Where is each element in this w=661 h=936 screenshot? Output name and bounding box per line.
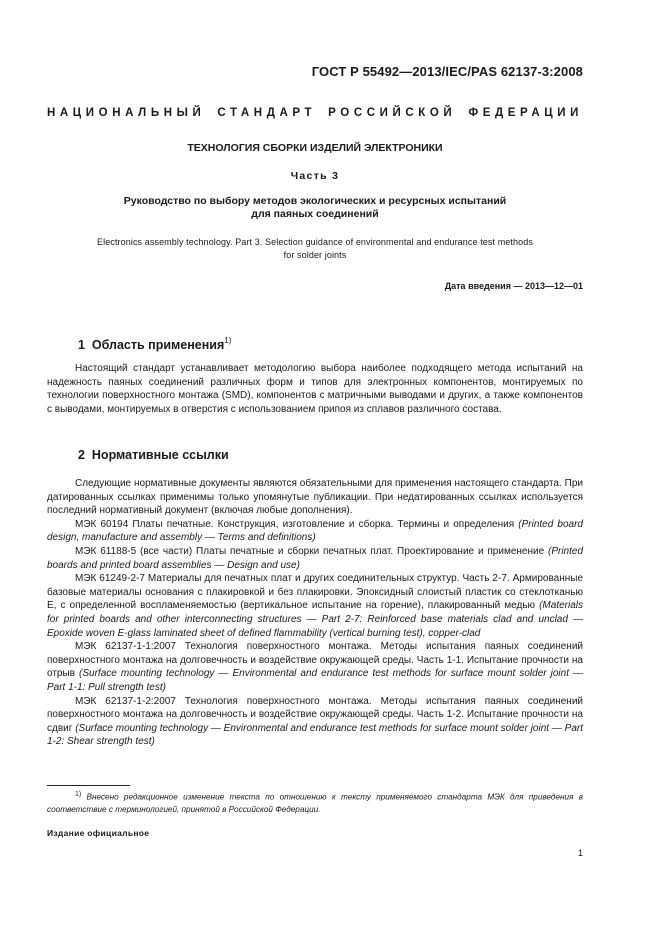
english-title-line: Electronics assembly technology. Part 3. Selection guidance of environmental and endurance test methods bbox=[97, 237, 533, 247]
english-title bbox=[47, 236, 583, 262]
section-2-heading bbox=[78, 448, 229, 462]
reference-english-title: (Surface mounting technology — Environmental and endurance test methods for surface mount solder joint — Part 1-2: Shear strength test) bbox=[47, 722, 583, 748]
banner-word: СТАНДАРТ bbox=[217, 107, 317, 119]
reference-entry bbox=[47, 518, 583, 545]
reference-english-title: (Materials for printed boards and other interconnecting structures — Part 2-7: Reinforced base materials clad and unclad — Epoxide woven E-glass laminated sheet of defined flammability (vertical burning test), copper-clad bbox=[47, 600, 583, 639]
section-1-body bbox=[47, 362, 583, 416]
reference-text: МЭК 60194 Платы печатные. Конструкция, изготовление и сборка. Термины и определения bbox=[75, 518, 519, 530]
page-number: 1 bbox=[577, 848, 583, 858]
banner-word: ФЕДЕРАЦИИ bbox=[468, 107, 583, 119]
national-standard-banner bbox=[47, 107, 583, 119]
section-number: 1 bbox=[78, 338, 85, 352]
paragraph-text: Следующие нормативные документы являются обязательными для применения настоящего стандарта. При датированных ссылках применимы только упомянутые публикации. При недатированных ссылках используется последний нормативный документ (включая любые дополнения). bbox=[47, 478, 583, 517]
document-title: ТЕХНОЛОГИЯ СБОРКИ ИЗДЕЛИЙ ЭЛЕКТРОНИКИ bbox=[187, 142, 443, 154]
reference-entry bbox=[47, 572, 583, 640]
footnote-mark: 1) bbox=[75, 791, 82, 798]
reference-english-title: (Printed boards and printed board assemblies — Design and use) bbox=[47, 545, 583, 571]
section-2-body bbox=[47, 477, 583, 749]
document-subtitle bbox=[47, 195, 583, 221]
english-title-line: for solder joints bbox=[283, 250, 347, 260]
reference-english-title: (Surface mounting technology — Environmental and endurance test methods for surface mount solder joint — Part 1-1: Pull strength test) bbox=[47, 668, 584, 693]
reference-entry bbox=[47, 695, 583, 749]
section-1-heading bbox=[78, 336, 231, 352]
banner-word: НАЦИОНАЛЬНЫЙ bbox=[47, 107, 206, 119]
reference-english-title: (Printed board design, manufacture and assembly — Terms and definitions) bbox=[47, 518, 583, 544]
reference-text: МЭК 62137-1-2:2007 Технология поверхностного монтажа. Методы испытания паяных соединений поверхностного монтажа на долговечность и воздействие окружающей среды. Часть 1-2. Испытание прочности на сдвиг bbox=[47, 695, 583, 734]
paragraph bbox=[47, 477, 583, 518]
reference-text: МЭК 61249-2-7 Материалы для печатных плат и других соединительных структур. Часть 2-7. Армированные базовые материалы основания с плакировкой и без плакировки. Эпоксидный слоистый пластик со стеклотканью Е, с определенной воспламеняемостью (вертикальное испытание на горение), плакированный медью bbox=[47, 573, 583, 612]
footnote-text: Внесено редакционное изменение текста по отношению к тексту применяемого стандарта МЭК для приведения в соответствие с терминологией, принятой в Российской Федерации. bbox=[47, 792, 583, 815]
footnote bbox=[47, 789, 583, 817]
reference-text: МЭК 61188-5 (все части) Платы печатные и сборки печатных плат. Проектирование и применение bbox=[75, 545, 548, 557]
subtitle-line: Руководство по выбору методов экологических и ресурсных испытаний bbox=[123, 195, 507, 207]
footnote-divider bbox=[47, 785, 130, 786]
section-title: Нормативные ссылки bbox=[91, 448, 229, 462]
footnote-reference[interactable]: 1) bbox=[224, 336, 232, 345]
banner-word: РОССИЙСКОЙ bbox=[328, 107, 457, 119]
part-label: Часть 3 bbox=[290, 170, 340, 182]
edition-label: Издание официальное bbox=[47, 828, 150, 838]
reference-text: МЭК 62137-1-1:2007 Технология поверхностного монтажа. Методы испытания паяных соединений поверхностного монтажа на долговечность и воздействие окружающей среды. Часть 1-1. Испытание прочности на отрыв bbox=[47, 641, 583, 680]
document-code: ГОСТ Р 55492—2013/IEC/PAS 62137-3:2008 bbox=[311, 64, 583, 79]
section-title: Область применения bbox=[91, 338, 225, 352]
reference-entry bbox=[47, 545, 583, 572]
reference-entry bbox=[47, 640, 583, 694]
introduction-date: Дата введения — 2013—12—01 bbox=[444, 281, 583, 291]
section-number: 2 bbox=[78, 448, 85, 462]
paragraph: Настоящий стандарт устанавливает методологию выбора наиболее подходящего метода испытаний на надежность паяных соединений различных форм и типов для электронных компонентов, монтируемых по технологии поверхностного монтажа (SMD), компонентов с матричными выводами и других, а также компонентов с выводами, монтируемых в отверстия с использованием припоя из сплавов различного состава. bbox=[47, 363, 583, 415]
subtitle-line: для паяных соединений bbox=[251, 208, 379, 220]
